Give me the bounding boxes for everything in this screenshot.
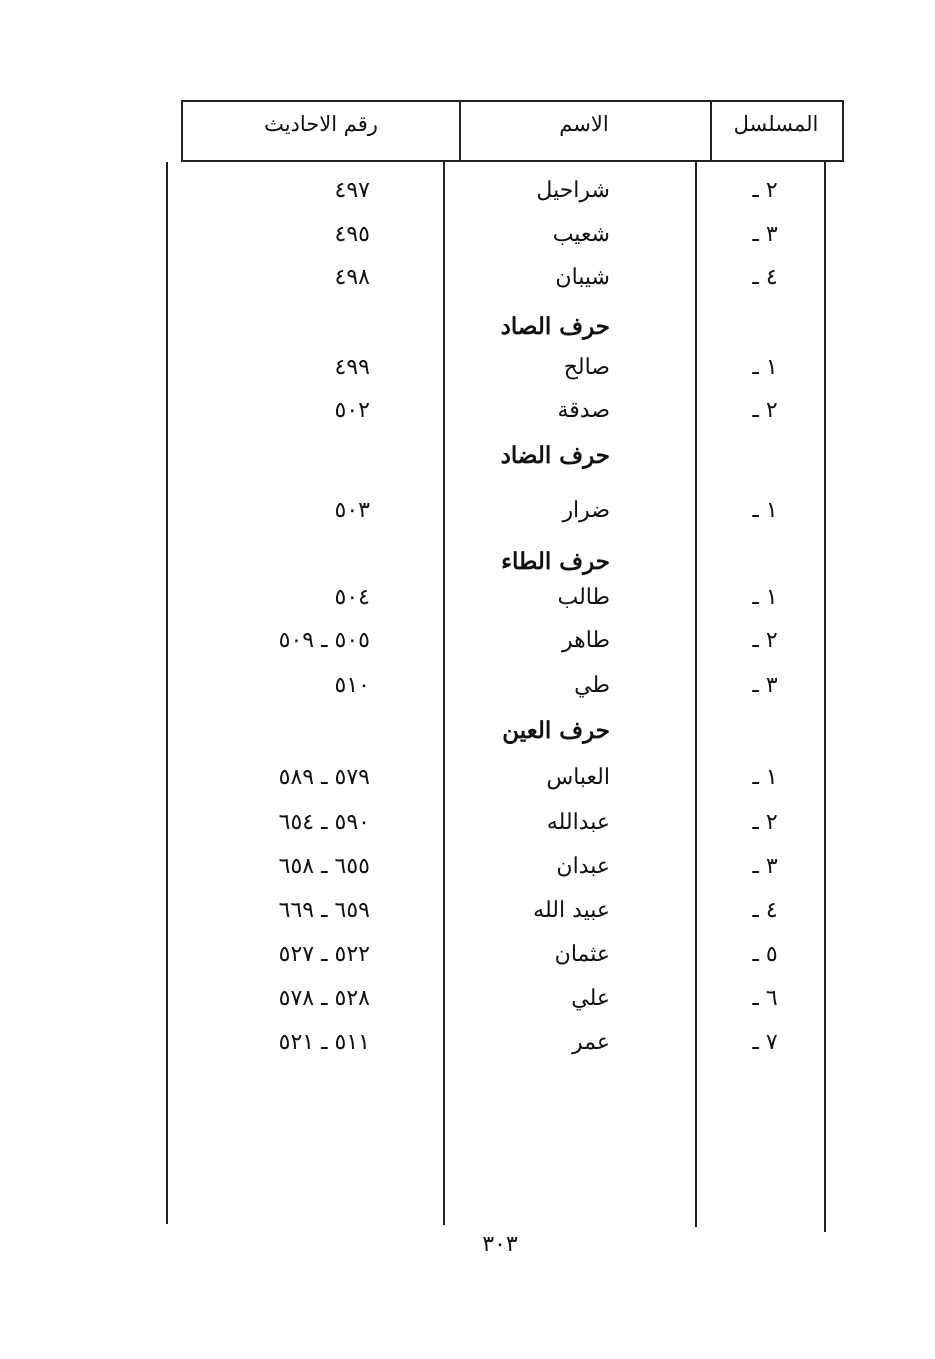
name-cell: طاهر — [562, 628, 610, 653]
section-heading-row — [0, 542, 935, 582]
hadith-numbers-cell: ٥١٠ — [334, 673, 370, 698]
section-heading-row — [0, 711, 935, 751]
section-heading: حرف العين — [502, 717, 610, 744]
section-heading: حرف الصاد — [500, 313, 610, 340]
hadith-numbers-cell: ٤٩٥ — [334, 222, 370, 247]
serial-cell: ٣ ـ — [752, 222, 778, 247]
hadith-numbers-cell: ٥٩٠ ـ ٦٥٤ — [278, 810, 370, 835]
hadith-numbers-cell: ٥٠٣ — [334, 498, 370, 523]
section-heading-row — [0, 436, 935, 476]
hadith-numbers-cell: ٥٧٩ ـ ٥٨٩ — [278, 765, 370, 790]
name-cell: العباس — [546, 765, 610, 790]
table-row — [0, 979, 935, 1019]
serial-cell: ٣ ـ — [752, 854, 778, 879]
table-row — [0, 215, 935, 255]
section-heading: حرف الطاء — [501, 548, 610, 575]
serial-cell: ٢ ـ — [752, 628, 778, 653]
table-row — [0, 935, 935, 975]
page-number: ٣٠٣ — [482, 1232, 518, 1257]
header-serial: المسلسل — [733, 112, 819, 136]
name-cell: شراحيل — [536, 178, 610, 203]
hadith-numbers-cell: ٥٠٥ ـ ٥٠٩ — [278, 628, 370, 653]
serial-cell: ٣ ـ — [752, 673, 778, 698]
serial-cell: ٢ ـ — [752, 178, 778, 203]
table-row — [0, 847, 935, 887]
hadith-numbers-cell: ٤٩٨ — [334, 265, 370, 290]
name-cell: علي — [571, 986, 610, 1011]
name-cell: عبدان — [556, 854, 610, 879]
table-row — [0, 758, 935, 798]
hadith-numbers-cell: ٥٢٨ ـ ٥٧٨ — [278, 986, 370, 1011]
serial-cell: ٦ ـ — [752, 986, 778, 1011]
serial-cell: ١ ـ — [752, 498, 778, 523]
serial-cell: ١ ـ — [752, 765, 778, 790]
hadith-numbers-cell: ٥١١ ـ ٥٢١ — [278, 1030, 370, 1055]
table-row — [0, 171, 935, 211]
table-row — [0, 803, 935, 843]
name-cell: طي — [574, 673, 610, 698]
name-cell: شعيب — [552, 222, 610, 247]
header-name: الاسم — [559, 112, 609, 136]
table-row — [0, 666, 935, 706]
table-row — [0, 348, 935, 388]
name-cell: طالب — [557, 585, 610, 610]
hadith-numbers-cell: ٥٢٢ ـ ٥٢٧ — [278, 942, 370, 967]
serial-cell: ٤ ـ — [752, 265, 778, 290]
serial-cell: ١ ـ — [752, 355, 778, 380]
serial-cell: ٢ ـ — [752, 810, 778, 835]
hadith-numbers-cell: ٦٥٥ ـ ٦٥٨ — [278, 854, 370, 879]
name-cell: شيبان — [555, 265, 610, 290]
hadith-numbers-cell: ٥٠٢ — [334, 398, 370, 423]
hadith-numbers-cell: ٦٥٩ ـ ٦٦٩ — [278, 898, 370, 923]
table-row — [0, 578, 935, 618]
table-row — [0, 891, 935, 931]
header-hadith-numbers: رقم الاحاديث — [264, 112, 378, 136]
name-cell: عثمان — [554, 942, 610, 967]
table-row — [0, 258, 935, 298]
serial-cell: ١ ـ — [752, 585, 778, 610]
hadith-numbers-cell: ٤٩٧ — [334, 178, 370, 203]
name-cell: صالح — [563, 355, 610, 380]
serial-cell: ٢ ـ — [752, 398, 778, 423]
table-row — [0, 1023, 935, 1063]
name-cell: عبيد الله — [533, 898, 610, 923]
name-cell: صدقة — [557, 398, 610, 423]
hadith-numbers-cell: ٥٠٤ — [334, 585, 370, 610]
table-row — [0, 391, 935, 431]
section-heading: حرف الضاد — [500, 442, 610, 469]
table-row — [0, 621, 935, 661]
serial-cell: ٤ ـ — [752, 898, 778, 923]
hadith-numbers-cell: ٤٩٩ — [334, 355, 370, 380]
serial-cell: ٧ ـ — [752, 1030, 778, 1055]
name-cell: عبدالله — [546, 810, 610, 835]
table-row — [0, 491, 935, 531]
section-heading-row — [0, 307, 935, 347]
serial-cell: ٥ ـ — [752, 942, 778, 967]
name-cell: ضرار — [562, 498, 610, 523]
name-cell: عمر — [572, 1030, 610, 1055]
